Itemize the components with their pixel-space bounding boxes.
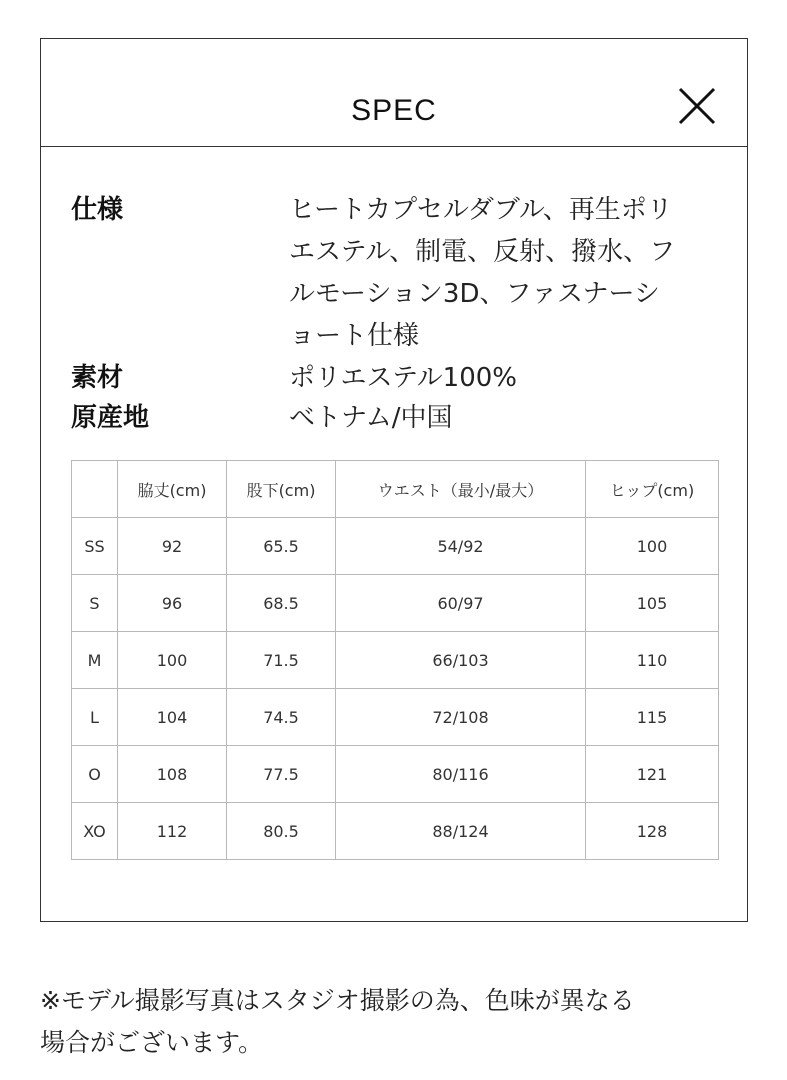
modal-title: SPEC [351, 94, 437, 127]
table-cell: 74.5 [227, 689, 336, 746]
table-header-cell: ヒップ(cm) [586, 461, 719, 518]
spec-label: 仕様 [71, 195, 124, 225]
table-cell-size: XO [72, 803, 118, 860]
table-cell: 110 [586, 632, 719, 689]
table-cell: 96 [118, 575, 227, 632]
table-row [72, 746, 719, 803]
table-header-cell: 脇丈(cm) [118, 461, 227, 518]
spec-value [289, 357, 729, 399]
table-cell-size: O [72, 746, 118, 803]
table-cell: 54/92 [336, 518, 586, 575]
table-row [72, 689, 719, 746]
table-cell-size: SS [72, 518, 118, 575]
close-icon [677, 86, 717, 126]
spec-label: 原産地 [71, 403, 150, 433]
table-cell: 80/116 [336, 746, 586, 803]
table-header-cell: ウエスト（最小/最大） [336, 461, 586, 518]
table-header-cell: 股下(cm) [227, 461, 336, 518]
modal-header [41, 39, 747, 147]
table-cell: 115 [586, 689, 719, 746]
table-cell-size: M [72, 632, 118, 689]
table-cell: 112 [118, 803, 227, 860]
table-cell-size: S [72, 575, 118, 632]
note-line: ※モデル撮影写真はスタジオ撮影の為、色味が異なる [40, 986, 635, 1015]
table-cell: 121 [586, 746, 719, 803]
table-cell: 92 [118, 518, 227, 575]
size-table [71, 460, 719, 860]
table-cell: 72/108 [336, 689, 586, 746]
spec-label: 素材 [71, 363, 124, 393]
table-cell: 108 [118, 746, 227, 803]
table-cell: 71.5 [227, 632, 336, 689]
spec-value [289, 397, 729, 439]
table-cell-size: L [72, 689, 118, 746]
table-row [72, 632, 719, 689]
table-row [72, 803, 719, 860]
spec-value-line: ポリエステル100% [289, 363, 517, 393]
close-button[interactable] [677, 86, 717, 126]
spec-value-line: ヒートカプセルダブル、再生ポリ [289, 195, 673, 225]
table-cell: 128 [586, 803, 719, 860]
table-cell: 68.5 [227, 575, 336, 632]
spec-value-line: ルモーション3D、ファスナーシ [289, 279, 660, 309]
table-cell: 65.5 [227, 518, 336, 575]
table-cell: 104 [118, 689, 227, 746]
spec-modal [40, 38, 748, 922]
note-line: 場合がございます。 [40, 1028, 264, 1057]
table-cell: 80.5 [227, 803, 336, 860]
table-cell: 105 [586, 575, 719, 632]
table-header-row [72, 461, 719, 518]
table-row [72, 575, 719, 632]
table-cell: 77.5 [227, 746, 336, 803]
spec-value-line: ョート仕様 [289, 321, 420, 351]
table-cell: 100 [118, 632, 227, 689]
color-disclaimer-note [40, 980, 740, 1064]
table-cell: 60/97 [336, 575, 586, 632]
spec-value [289, 189, 729, 357]
table-header-cell [72, 461, 118, 518]
spec-value-line: ベトナム/中国 [289, 403, 453, 433]
table-cell: 66/103 [336, 632, 586, 689]
table-cell: 100 [586, 518, 719, 575]
table-cell: 88/124 [336, 803, 586, 860]
table-row [72, 518, 719, 575]
spec-value-line: エステル、制電、反射、撥水、フ [289, 237, 676, 267]
